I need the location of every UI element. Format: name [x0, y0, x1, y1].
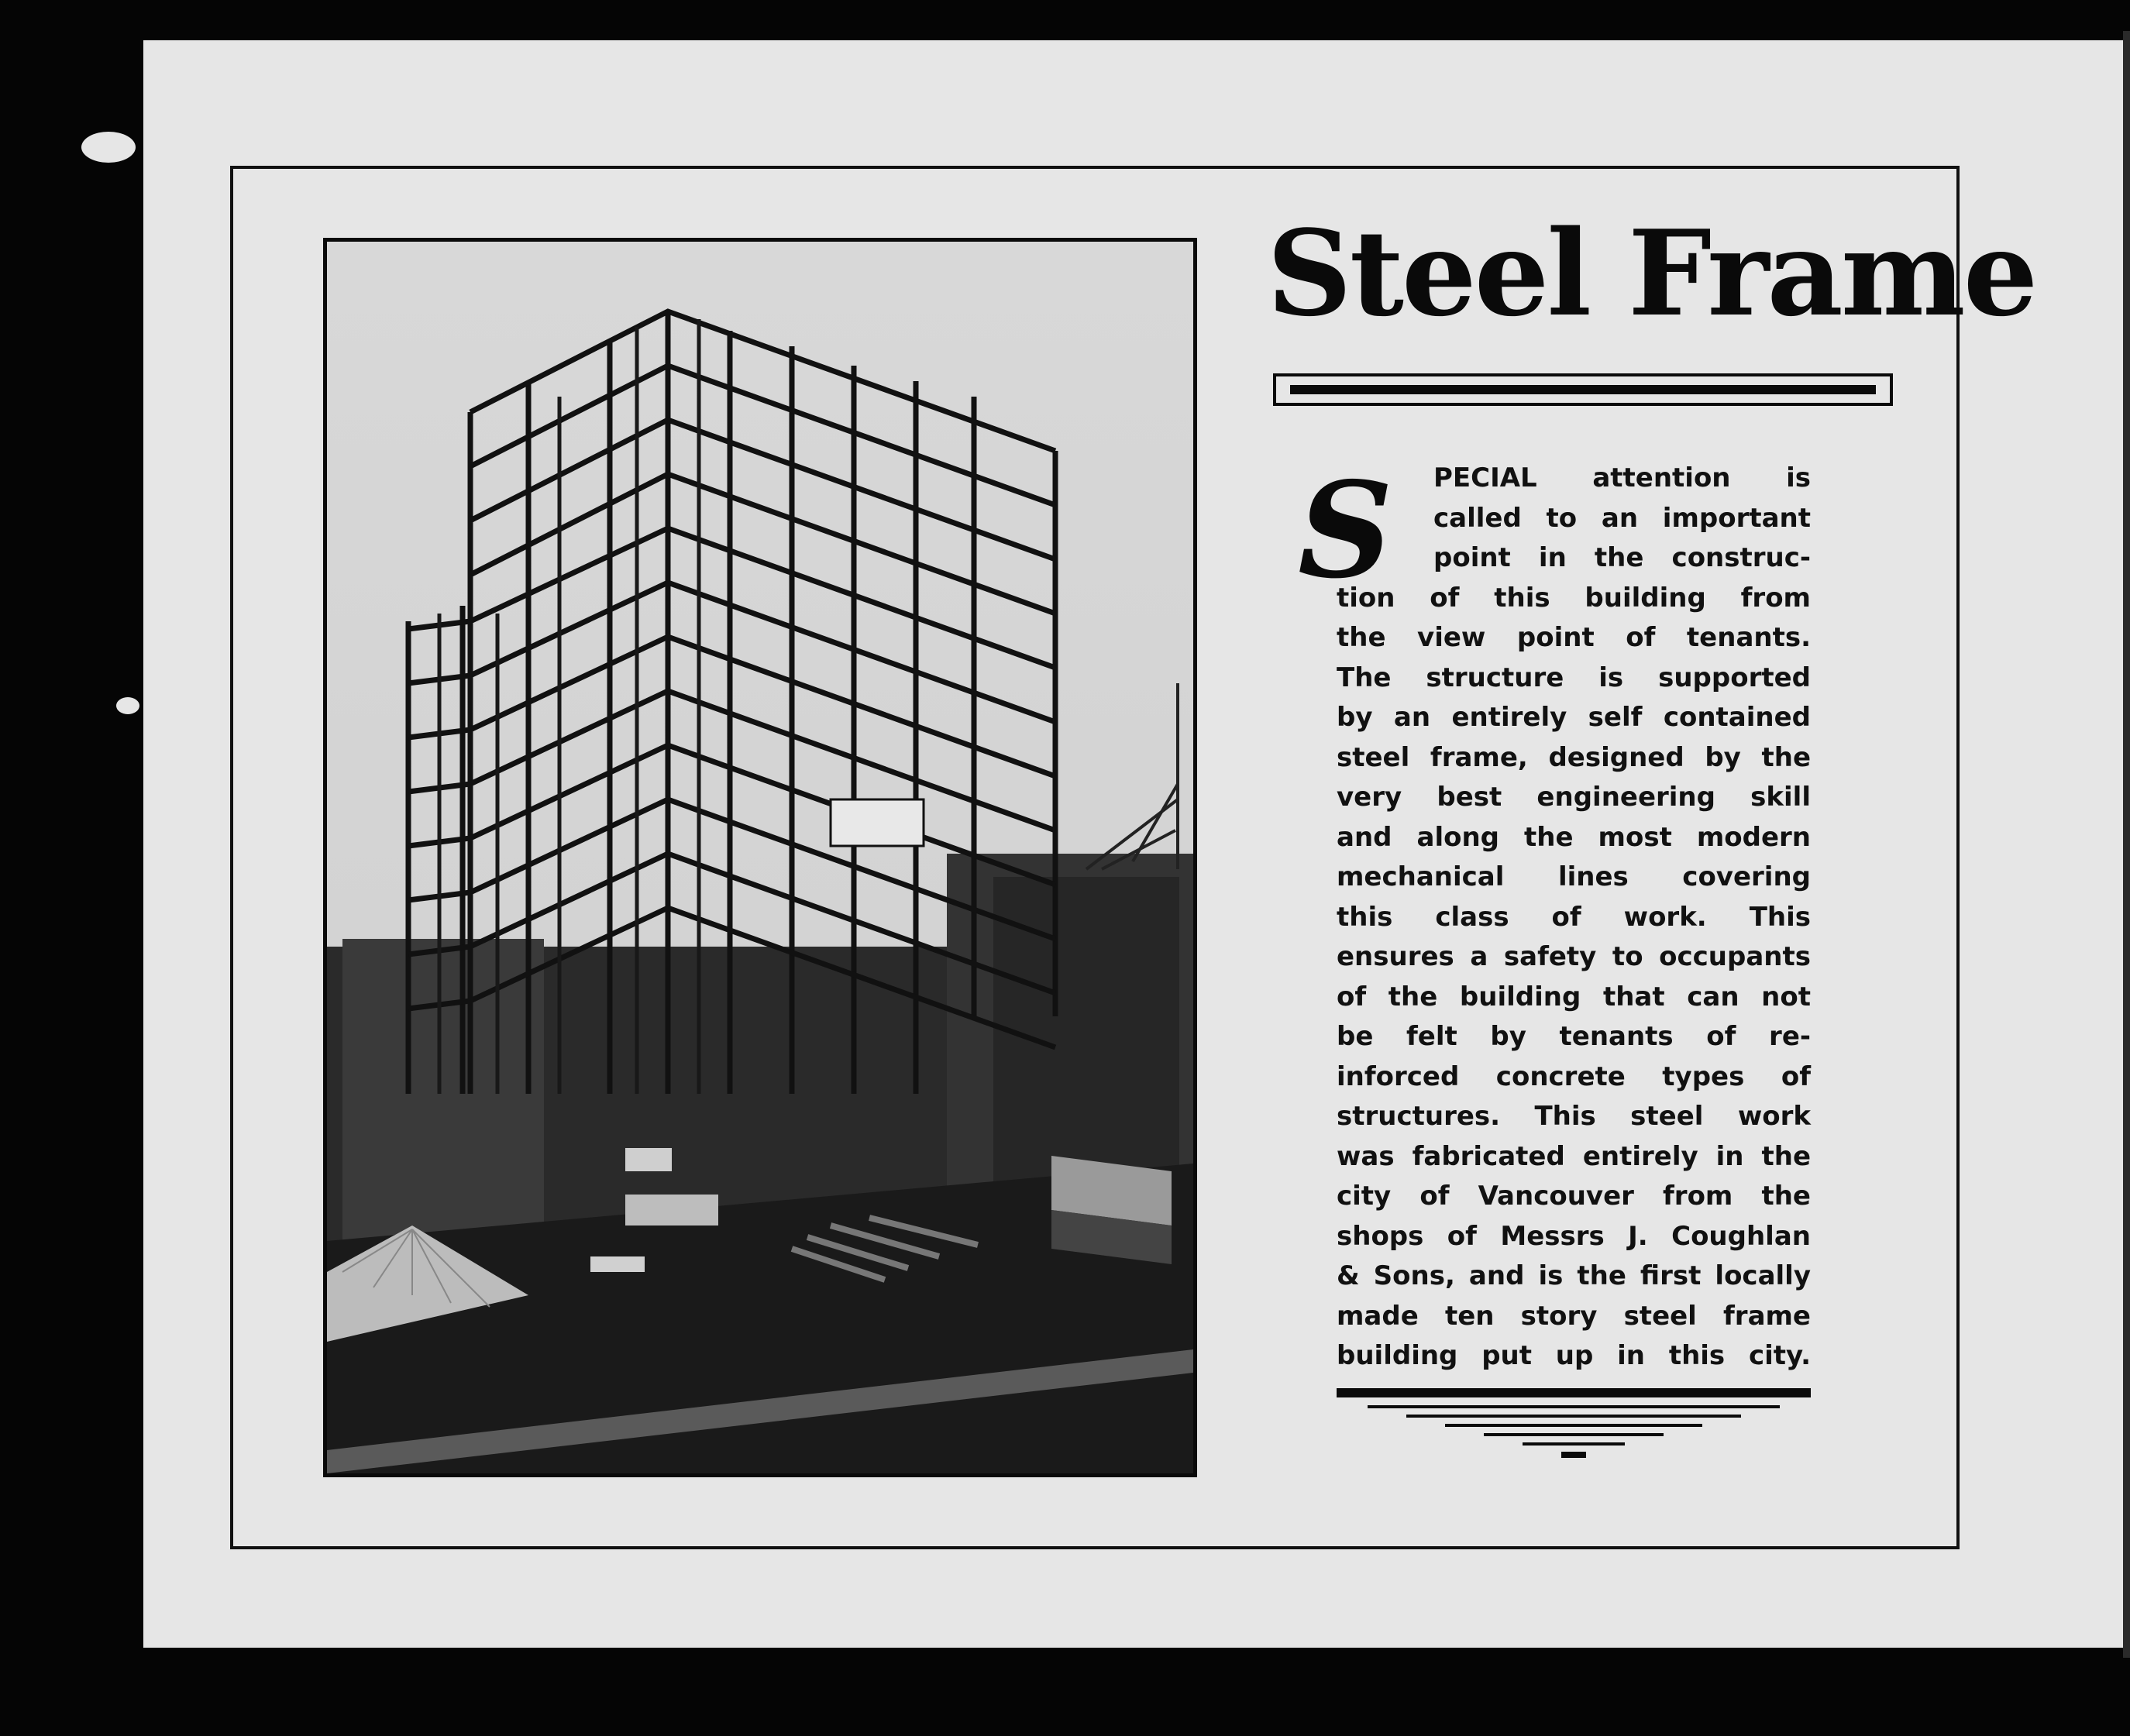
article-body [1298, 453, 1811, 1377]
drop-cap-letter: S [1298, 453, 1393, 608]
body-line: structures. This steel work [1337, 1101, 1811, 1132]
body-line: point in the construc- [1433, 542, 1811, 573]
body-line: ensures a safety to occupants [1337, 941, 1811, 972]
body-line: PECIAL attention is [1433, 462, 1811, 493]
body-line: this class of work. This [1337, 901, 1811, 933]
title-underline-rule [1273, 373, 1893, 406]
construction-photo [323, 238, 1197, 1477]
ornament-rule [1368, 1405, 1780, 1408]
body-line: inforced concrete types of [1337, 1061, 1811, 1092]
body-line: be felt by tenants of re- [1337, 1021, 1811, 1052]
film-speck [81, 132, 136, 163]
body-line: building put up in this city. [1337, 1340, 1811, 1371]
body-line: of the building that can not [1337, 981, 1811, 1012]
underline-bar [1290, 385, 1876, 394]
ornament-rule [1561, 1452, 1586, 1458]
body-line: the view point of tenants. [1337, 622, 1811, 653]
body-line: made ten story steel frame [1337, 1300, 1811, 1332]
steel-frame-photo-graphic [327, 242, 1193, 1473]
ornament-rule [1337, 1388, 1811, 1397]
body-line: by an entirely self contained [1337, 702, 1811, 733]
article-title: Steel Frame [1267, 204, 2036, 342]
body-line: shops of Messrs J. Coughlan [1337, 1220, 1811, 1252]
body-line: The structure is supported [1337, 662, 1811, 693]
body-line: very best engineering skill [1337, 782, 1811, 813]
ornament-rule [1523, 1442, 1625, 1446]
tapering-rule-ornament [1337, 1388, 1811, 1458]
body-line: steel frame, designed by the [1337, 741, 1811, 773]
body-line: and along the most modern [1337, 821, 1811, 853]
body-line: tion of this building from [1337, 582, 1811, 614]
film-speck [116, 697, 139, 714]
body-line: mechanical lines covering [1337, 861, 1811, 892]
body-line: & Sons, and is the first locally [1337, 1260, 1811, 1291]
body-line: called to an important [1433, 502, 1811, 534]
scanned-page [143, 40, 2123, 1648]
body-line: city of Vancouver from the [1337, 1181, 1811, 1212]
ornament-rule [1445, 1424, 1702, 1427]
body-line: was fabricated entirely in the [1337, 1140, 1811, 1172]
ornament-rule [1484, 1433, 1664, 1436]
ornament-rule [1406, 1415, 1741, 1418]
adjacent-page-edge [2123, 31, 2130, 1658]
